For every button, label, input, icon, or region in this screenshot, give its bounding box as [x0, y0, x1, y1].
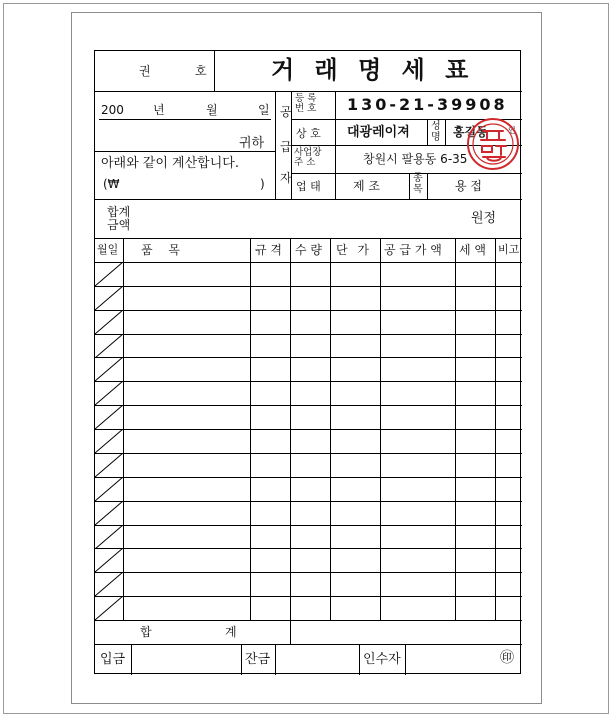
col-header-spec: 규 격: [255, 243, 282, 257]
table-row-divider: [95, 286, 522, 287]
company-seal-stamp: [465, 113, 521, 175]
col-header-date: 월일: [97, 243, 119, 256]
calc-notice: 아래와 같이 계산합니다.: [101, 156, 239, 171]
table-row-divider: [95, 548, 522, 549]
table-total-label-1: 합: [140, 625, 152, 639]
date-month-label: 월: [206, 103, 218, 117]
representative-label: 성 명: [431, 121, 441, 143]
transaction-statement-form: [94, 50, 521, 674]
table-row-divider: [95, 453, 522, 454]
business-address: 창원시 팔용동 6-35: [363, 152, 468, 166]
date-cell-slash: [95, 310, 123, 334]
col-header-supply-value: 공 급 가 액: [384, 243, 442, 257]
date-day-label: 일: [258, 103, 270, 117]
company-name-label: 상 호: [296, 127, 321, 140]
col-header-unit-price: 단 가: [336, 243, 372, 257]
company-name: 대광레이져: [347, 125, 410, 140]
representative-name: 홍길동: [453, 125, 488, 139]
date-cell-slash: [95, 286, 123, 310]
col-header-note: 비고: [498, 243, 520, 256]
supplier-side-label-2: 급: [280, 140, 292, 154]
date-year: 200: [101, 103, 124, 117]
book-number-label: 권: [139, 64, 151, 78]
date-cell-slash: [95, 501, 123, 525]
col-header-tax: 세 액: [459, 243, 486, 257]
business-type: 제 조: [353, 179, 380, 193]
issue-number-label: 호: [195, 64, 207, 78]
date-year-label: 년: [153, 103, 165, 117]
table-row-divider: [95, 501, 522, 502]
date-cell-slash: [95, 525, 123, 549]
table-row-divider: [95, 381, 522, 382]
date-cell-slash: [95, 477, 123, 501]
deposit-label: 입금: [100, 652, 126, 667]
date-cell-slash: [95, 572, 123, 596]
date-cell-slash: [95, 262, 123, 286]
date-cell-slash: [95, 548, 123, 572]
col-header-item: 품 목: [141, 243, 186, 257]
date-cell-slash: [95, 357, 123, 381]
supplier-side-label-3: 자: [280, 171, 292, 185]
date-cell-slash: [95, 381, 123, 405]
business-item-label: 종 목: [413, 173, 423, 195]
date-cell-slash: [95, 334, 123, 358]
receiver-seal-mark: ㊞: [500, 650, 514, 666]
recipient-suffix: 귀하: [239, 136, 265, 151]
table-row-divider: [95, 405, 522, 406]
table-row-divider: [95, 429, 522, 430]
business-item: 용 접: [455, 179, 482, 193]
representative-seal-mark: 인: [508, 126, 516, 135]
business-reg-number: 130-21-39908: [347, 95, 508, 114]
won-close: ): [260, 177, 265, 191]
reg-number-label: 등 록 번 호: [295, 93, 317, 114]
date-cell-slash: [95, 429, 123, 453]
form-title: 거 래 명 세 표: [271, 56, 475, 84]
won-open: (₩: [103, 177, 120, 191]
table-row-divider: [95, 572, 522, 573]
table-row-divider: [95, 477, 522, 478]
supplier-side-label-1: 공: [280, 105, 292, 119]
table-row-divider: [95, 525, 522, 526]
total-amount-unit: 원정: [471, 211, 497, 226]
table-row-divider: [95, 310, 522, 311]
table-row-divider: [95, 334, 522, 335]
business-type-label: 업 태: [296, 180, 321, 193]
balance-label: 잔금: [245, 652, 271, 667]
total-amount-label: 합계 금액: [107, 205, 131, 232]
receiver-label: 인수자: [363, 652, 401, 667]
table-total-label-2: 계: [225, 625, 237, 639]
table-row-divider: [95, 596, 522, 597]
date-cell-slash: [95, 596, 123, 620]
table-row-divider: [95, 357, 522, 358]
date-cell-slash: [95, 453, 123, 477]
col-header-qty: 수 량: [295, 243, 322, 257]
address-label: 사업장 주 소: [294, 147, 322, 168]
date-cell-slash: [95, 405, 123, 429]
